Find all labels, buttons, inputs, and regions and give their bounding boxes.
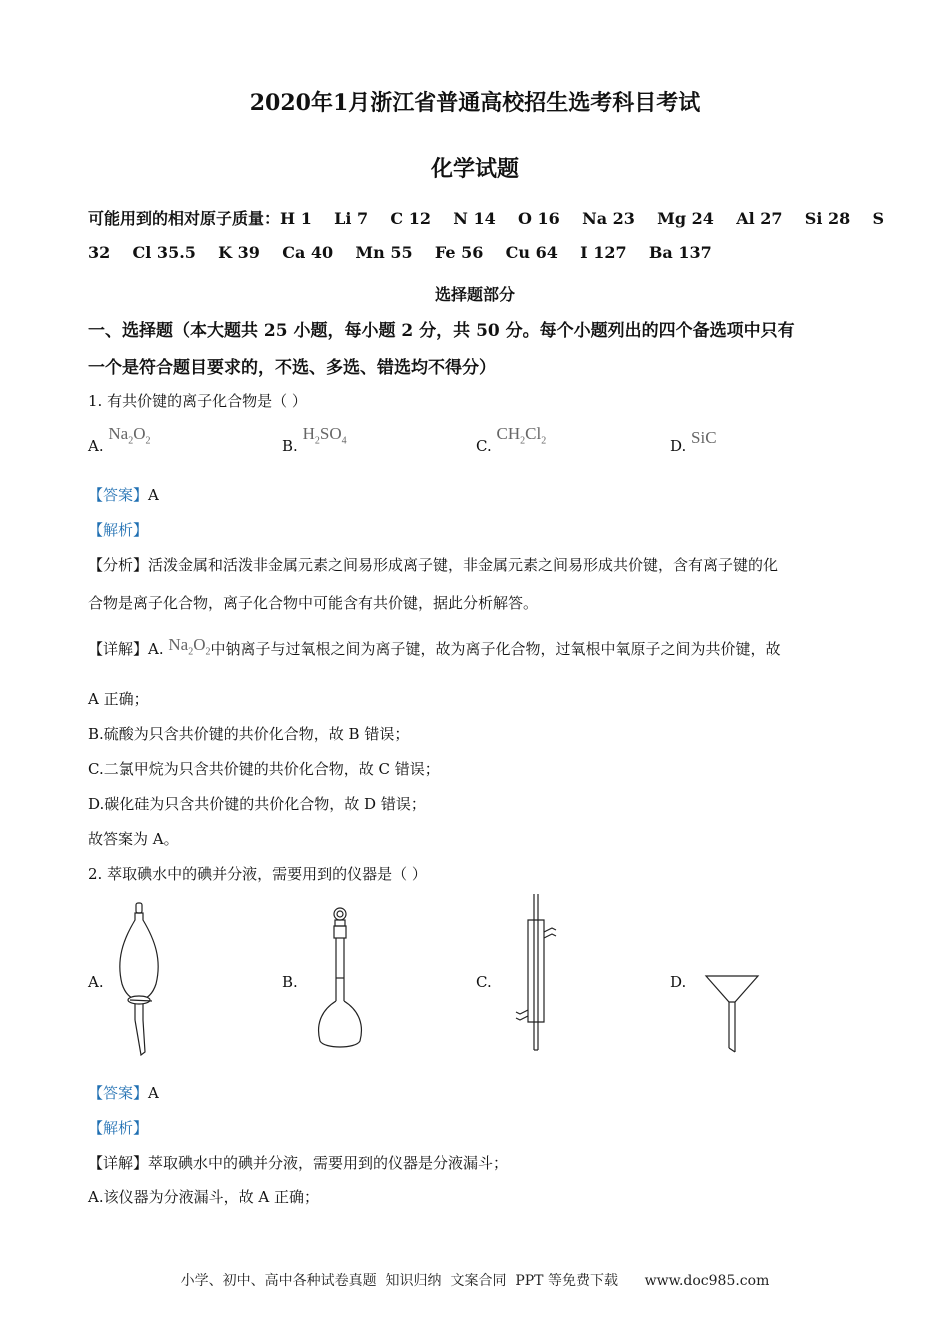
q1-fenxi-1: 【分析】活泼金属和活泼非金属元素之间易形成离子键，非金属元素之间易形成共价键，含有离子键的化 [88,556,779,574]
atomic-mass-line-2: 32 Cl 35.5 K 39 Ca 40 Mn 55 Fe 56 Cu 64 I 127 Ba 137 [88,243,712,262]
q1-option-b-formula: $H_2SO_4$ [302,424,347,447]
q2-answer-value: A [148,1084,159,1102]
q1-detail-a: 【详解】A. $Na_2O_2$中钠离子与过氧根之间为离子键，故为离子化合物，过氧根中氧原子之间为共价键，故 [88,635,781,658]
q1-option-c [476,424,547,458]
detail-tag: 【详解】 [88,1154,149,1172]
answer-tag: 【答案】 [88,1084,149,1102]
q1-option-d [670,428,717,456]
q2-option-d-label: D. [670,973,687,991]
atomic-mass-line-1: 可能用到的相对原子质量：H 1 Li 7 C 12 N 14 O 16 Na 23 Mg 24 Al 27 Si 28 S [88,209,885,228]
page-subtitle: 化学试题 [430,156,519,182]
volumetric-flask-icon [310,906,370,1054]
q1-option-b-label: B. [282,437,298,455]
q1-detail-c: C.二氯甲烷为只含共价键的共价化合物，故 C 错误； [88,760,440,778]
q2-detail-2: A.该仪器为分液漏斗，故 A 正确； [88,1188,319,1206]
q1-option-d-formula: SiC [691,428,717,447]
q2-answer [88,1082,159,1103]
section-instructions-1: 一、选择题（本大题共 25 小题，每小题 2 分，共 50 分。每个小题列出的四个备选项中只有 [88,321,795,341]
page-title: 2020年1月浙江省普通高校招生选考科目考试 [249,90,701,116]
q2-analysis-tag: 【解析】 [88,1119,149,1137]
page-footer[interactable]: 小学、初中、高中各种试卷真题 知识归纳 文案合同 PPT 等免费下载 www.doc985.com [180,1273,770,1289]
answer-tag: 【答案】 [88,486,149,504]
q1-detail-a-2: A 正确； [88,690,149,708]
detail-tag: 【详解】 [88,640,149,658]
q1-detail-formula: $Na_2O_2$ [168,635,211,658]
q1-conclusion: 故答案为 A。 [88,830,179,848]
fenxi-tag: 【分析】 [88,556,149,574]
q2-option-c-label: C. [476,973,492,991]
q1-option-a-formula: $Na_2O_2$ [108,424,151,447]
q2-option-b-label: B. [282,973,298,991]
q1-detail-d: D.碳化硅为只含共价键的共价化合物，故 D 错误； [88,795,426,813]
funnel-icon [702,972,762,1054]
q2-detail-1: 【详解】萃取碘水中的碘并分液，需要用到的仪器是分液漏斗； [88,1154,509,1172]
q1-option-a [88,424,151,458]
condenser-icon [506,892,566,1054]
section-label: 选择题部分 [434,285,515,304]
q1-option-a-label: A. [88,437,104,455]
q2-stem: 2. 萃取碘水中的碘并分液，需要用到的仪器是（ ） [88,865,427,883]
q1-option-d-label: D. [670,437,687,455]
section-instructions-2: 一个是符合题目要求的，不选、多选、错选均不得分） [88,358,496,378]
q2-option-a-label: A. [88,973,104,991]
q1-fenxi-2: 合物是离子化合物，离子化合物中可能含有共价键，据此分析解答。 [88,594,539,612]
q1-answer-value: A [148,486,159,504]
q1-detail-b: B.硫酸为只含共价键的共价化合物，故 B 错误； [88,725,410,743]
separatory-funnel-icon [110,900,170,1056]
q1-answer [88,484,159,505]
q1-option-c-label: C. [476,437,492,455]
q1-analysis-tag: 【解析】 [88,521,149,539]
q1-option-b [282,424,347,458]
q1-option-c-formula: $CH_2Cl_2$ [496,424,547,447]
q1-stem: 1. 有共价键的离子化合物是（ ） [88,392,307,410]
